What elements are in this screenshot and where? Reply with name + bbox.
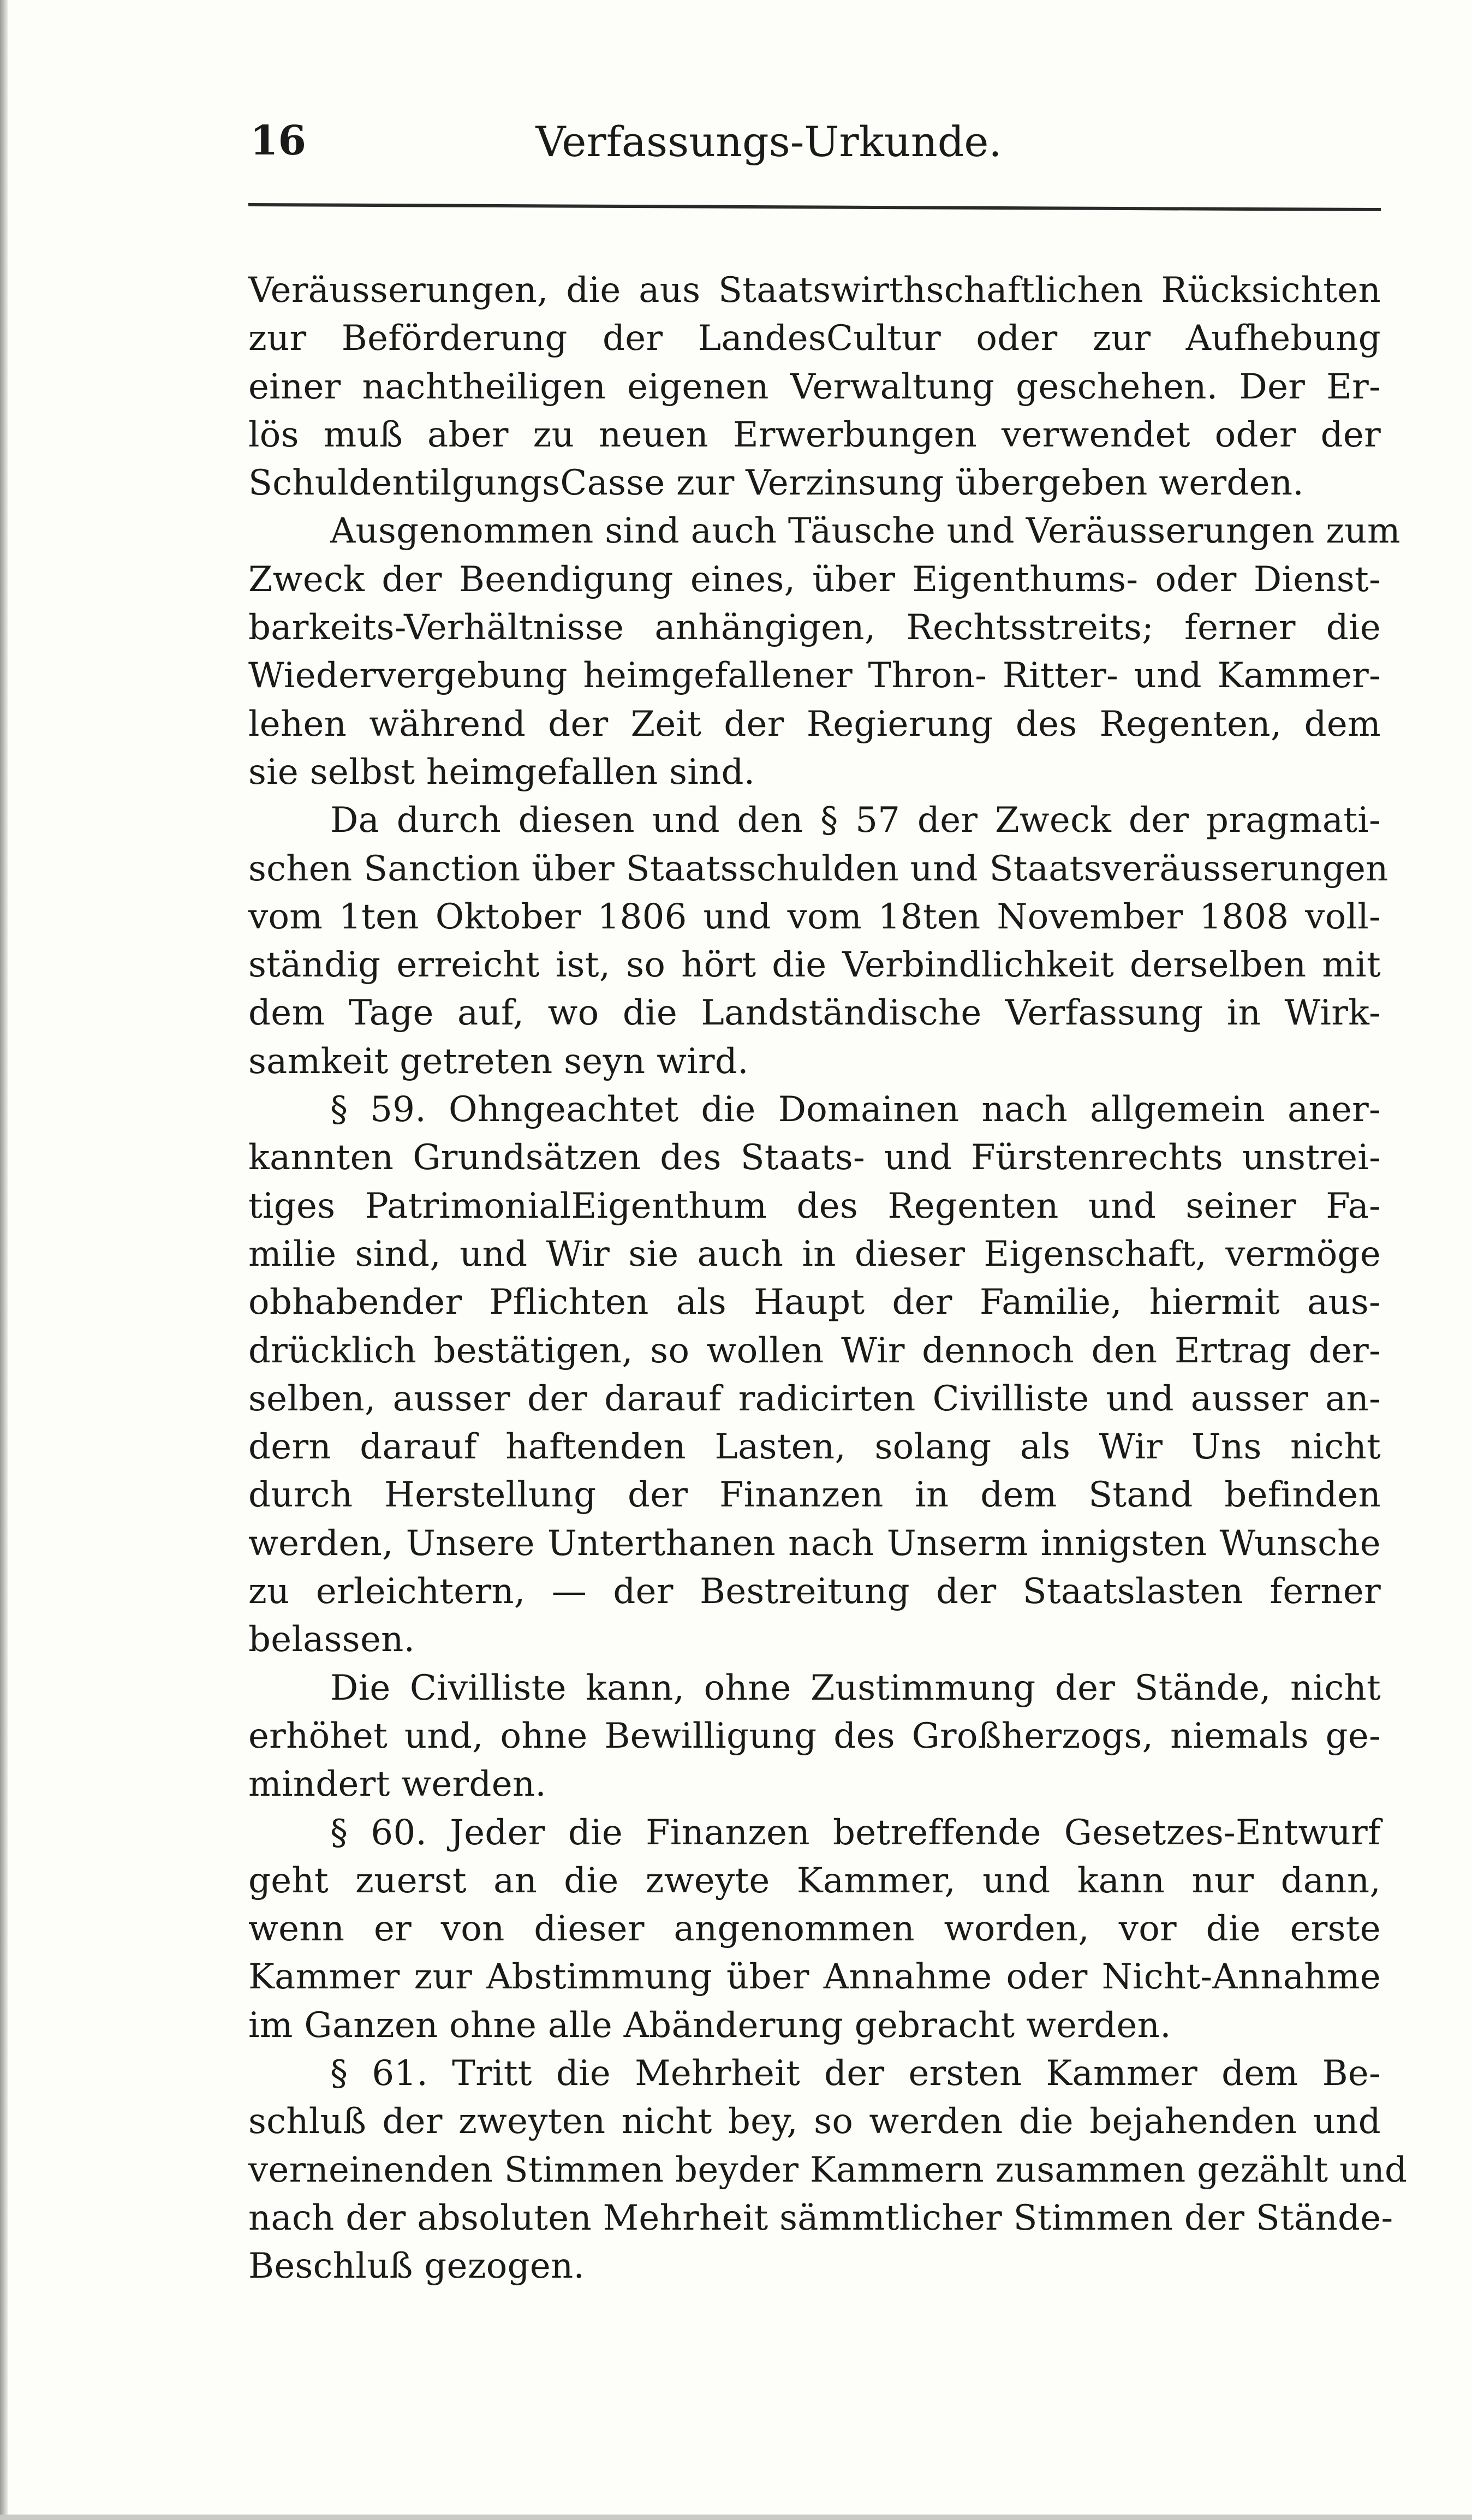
text-line: Wiedervergebung heimgefallener Thron- Ritter- und Kammer- bbox=[248, 656, 1381, 696]
scan-edge-bottom bbox=[0, 2515, 1472, 2520]
text-line: sie selbst heimgefallen sind. bbox=[248, 752, 755, 793]
text-line: Veräusserungen, die aus Staatswirthschaftlichen Rücksichten bbox=[248, 270, 1381, 311]
text-line: zu erleichtern, — der Bestreitung der Staatslasten ferner bbox=[248, 1571, 1381, 1612]
text-line: § 60. Jeder die Finanzen betreffende Gesetzes-Entwurf bbox=[330, 1812, 1381, 1853]
text-line: Beschluß gezogen. bbox=[248, 2246, 585, 2287]
page-body bbox=[248, 266, 1408, 2290]
text-line: vom 1ten Oktober 1806 und vom 18ten November 1808 voll- bbox=[248, 896, 1381, 937]
running-title: Verfassungs-Urkunde. bbox=[535, 117, 1002, 166]
text-line: zur Beförderung der LandesCultur oder zur Aufhebung bbox=[248, 318, 1381, 359]
text-line: samkeit getreten seyn wird. bbox=[248, 1041, 749, 1082]
text-line: im Ganzen ohne alle Abänderung gebracht werden. bbox=[248, 2005, 1171, 2046]
text-line: dern darauf haftenden Lasten, solang als Wir Uns nicht bbox=[248, 1427, 1381, 1468]
paragraph bbox=[248, 1809, 1381, 2050]
text-line: lös muß aber zu neuen Erwerbungen verwendet oder der bbox=[248, 414, 1381, 455]
text-line: milie sind, und Wir sie auch in dieser Eigenschaft, vermöge bbox=[248, 1234, 1381, 1274]
text-line: belassen. bbox=[248, 1619, 415, 1660]
paragraph bbox=[248, 1664, 1381, 1809]
text-line: tiges PatrimonialEigenthum des Regenten und seiner Fa- bbox=[248, 1185, 1381, 1226]
text-line: Die Civilliste kann, ohne Zustimmung der Stände, nicht bbox=[330, 1667, 1381, 1708]
text-line: mindert werden. bbox=[248, 1764, 547, 1805]
scan-edge-left bbox=[0, 0, 8, 2520]
text-line: § 61. Tritt die Mehrheit der ersten Kammer dem Be- bbox=[330, 2053, 1381, 2094]
paragraph bbox=[248, 1086, 1381, 1664]
text-line: Kammer zur Abstimmung über Annahme oder Nicht-Annahme bbox=[248, 1957, 1381, 1998]
text-line: durch Herstellung der Finanzen in dem Stand befinden bbox=[248, 1475, 1381, 1516]
text-line: wenn er von dieser angenommen worden, vor die erste bbox=[248, 1909, 1381, 1950]
paragraph bbox=[248, 796, 1388, 1086]
text-line: erhöhet und, ohne Bewilligung des Großherzogs, niemals ge- bbox=[248, 1715, 1381, 1756]
text-line: ständig erreicht ist, so hört die Verbindlichkeit derselben mit bbox=[248, 945, 1381, 986]
text-line: Ausgenommen sind auch Täusche und Veräusserungen zum bbox=[330, 511, 1401, 552]
header-rule bbox=[248, 203, 1381, 211]
text-line: lehen während der Zeit der Regierung des Regenten, dem bbox=[248, 704, 1381, 744]
page-number: 16 bbox=[250, 117, 306, 164]
text-line: werden, Unsere Unterthanen nach Unserm innigsten Wunsche bbox=[248, 1523, 1381, 1564]
text-line: § 59. Ohngeachtet die Domainen nach allgemein aner- bbox=[330, 1089, 1381, 1130]
text-line: obhabender Pflichten als Haupt der Familie, hiermit aus- bbox=[248, 1282, 1381, 1323]
text-line: geht zuerst an die zweyte Kammer, und kann nur dann, bbox=[248, 1860, 1381, 1901]
text-line: einer nachtheiligen eigenen Verwaltung geschehen. Der Er- bbox=[248, 366, 1381, 407]
text-line: SchuldentilgungsCasse zur Verzinsung übergeben werden. bbox=[248, 463, 1304, 504]
text-line: schen Sanction über Staatsschulden und Staatsveräusserungen bbox=[248, 848, 1388, 889]
text-line: dem Tage auf, wo die Landständische Verfassung in Wirk- bbox=[248, 993, 1381, 1034]
paragraph bbox=[248, 266, 1381, 507]
text-line: Zweck der Beendigung eines, über Eigenthums- oder Dienst- bbox=[248, 559, 1381, 600]
text-line: verneinenden Stimmen beyder Kammern zusammen gezählt und bbox=[248, 2149, 1408, 2190]
text-line: nach der absoluten Mehrheit sämmtlicher Stimmen der Stände- bbox=[248, 2197, 1393, 2238]
text-line: barkeits-Verhältnisse anhängigen, Rechtsstreits; ferner die bbox=[248, 607, 1381, 648]
text-line: kannten Grundsätzen des Staats- und Fürstenrechts unstrei- bbox=[248, 1137, 1381, 1178]
text-line: selben, ausser der darauf radicirten Civilliste und ausser an- bbox=[248, 1378, 1381, 1419]
text-line: schluß der zweyten nicht bey, so werden die bejahenden und bbox=[248, 2101, 1381, 2142]
text-line: Da durch diesen und den § 57 der Zweck der pragmati- bbox=[330, 800, 1381, 841]
paragraph bbox=[248, 507, 1401, 796]
paragraph bbox=[248, 2050, 1408, 2290]
text-line: drücklich bestätigen, so wollen Wir dennoch den Ertrag der- bbox=[248, 1330, 1381, 1371]
